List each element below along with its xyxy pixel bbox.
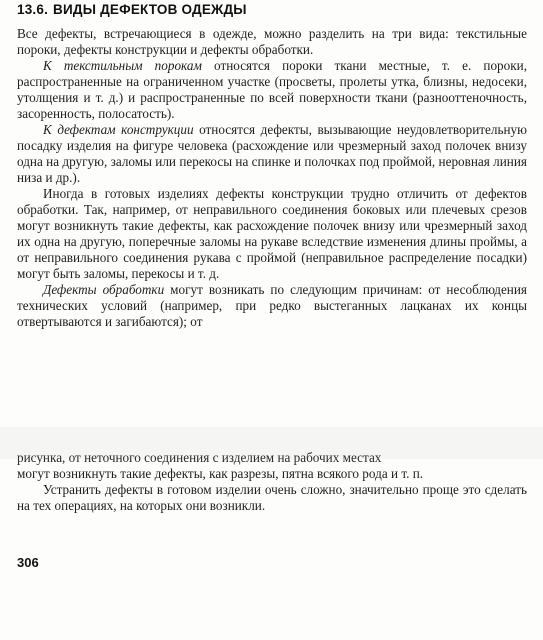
paragraph-processing-defects bbox=[17, 282, 527, 330]
paragraph-construction-defects bbox=[17, 122, 527, 186]
term-construction-defects: К дефектам конструкции bbox=[43, 122, 194, 137]
paragraph-textile-defects-text: относятся пороки ткани местные, т. е. пороки, распространенные на ограниченном участке (просветы, пролеты утка, близны, недосеки, утолщения и т. д.) и распространенные по всей поверхности ткани (разнооттеночность, засоренность, полосатость). bbox=[17, 58, 528, 121]
page-number: 306 bbox=[17, 555, 39, 570]
paragraph-textile-defects bbox=[17, 58, 527, 122]
term-processing-defects: Дефекты обработки bbox=[43, 282, 165, 297]
body-text-top bbox=[17, 26, 527, 330]
paragraph-distinguishing-defects: Иногда в готовых изделиях дефекты конструкции трудно отличить от дефектов обработки. Так, например, от неправильного соединения боковых или плечевых срезов могут возникнуть такие дефекты, как расхождение полочек внизу или чрезмерный заход их одна на другую, поперечные заломы на рукаве вследствие изменения длины проймы, а от неправильного соединения рукава с проймой (неправильное распределение посадки) могут быть заломы, перекосы и т. д. bbox=[17, 186, 527, 281]
truncated-line bbox=[17, 450, 527, 466]
section-title: ВИДЫ ДЕФЕКТОВ ОДЕЖДЫ bbox=[53, 2, 247, 17]
body-text-bottom bbox=[17, 466, 527, 514]
paragraph-construction-defects-text: относятся дефекты, вызывающие неудовлетворительную посадку изделия на фигуре человека (расхождение или чрезмерный заход полочек внизу одна на другую, заломы или перекосы на спинке и полочках под проймой, неровная линия низа и др.). bbox=[17, 122, 527, 185]
section-heading bbox=[17, 2, 247, 17]
term-textile-defects: К текстильным порокам bbox=[43, 58, 202, 73]
paragraph-processing-defects-text: могут возникать по следующим причинам: от несоблюдения технических условий (например, при редко выстеганных лацканах их концы отвертываются и загибаются); от bbox=[17, 282, 527, 329]
truncated-line-text: рисунка, от неточного соединения с изделием на рабочих местах bbox=[17, 450, 382, 465]
paragraph-elimination: Устранить дефекты в готовом изделии очень сложно, значительно проще это сделать на тех операциях, на которых они возникли. bbox=[17, 482, 527, 513]
paragraph-intro: Все дефекты, встречающиеся в одежде, можно разделить на три вида: текстильные пороки, дефекты конструкции и дефекты обработки. bbox=[17, 26, 527, 57]
section-number: 13.6. bbox=[17, 2, 49, 17]
paragraph-continuation: могут возникнуть такие дефекты, как разрезы, пятна всякого рода и т. п. bbox=[17, 466, 424, 481]
